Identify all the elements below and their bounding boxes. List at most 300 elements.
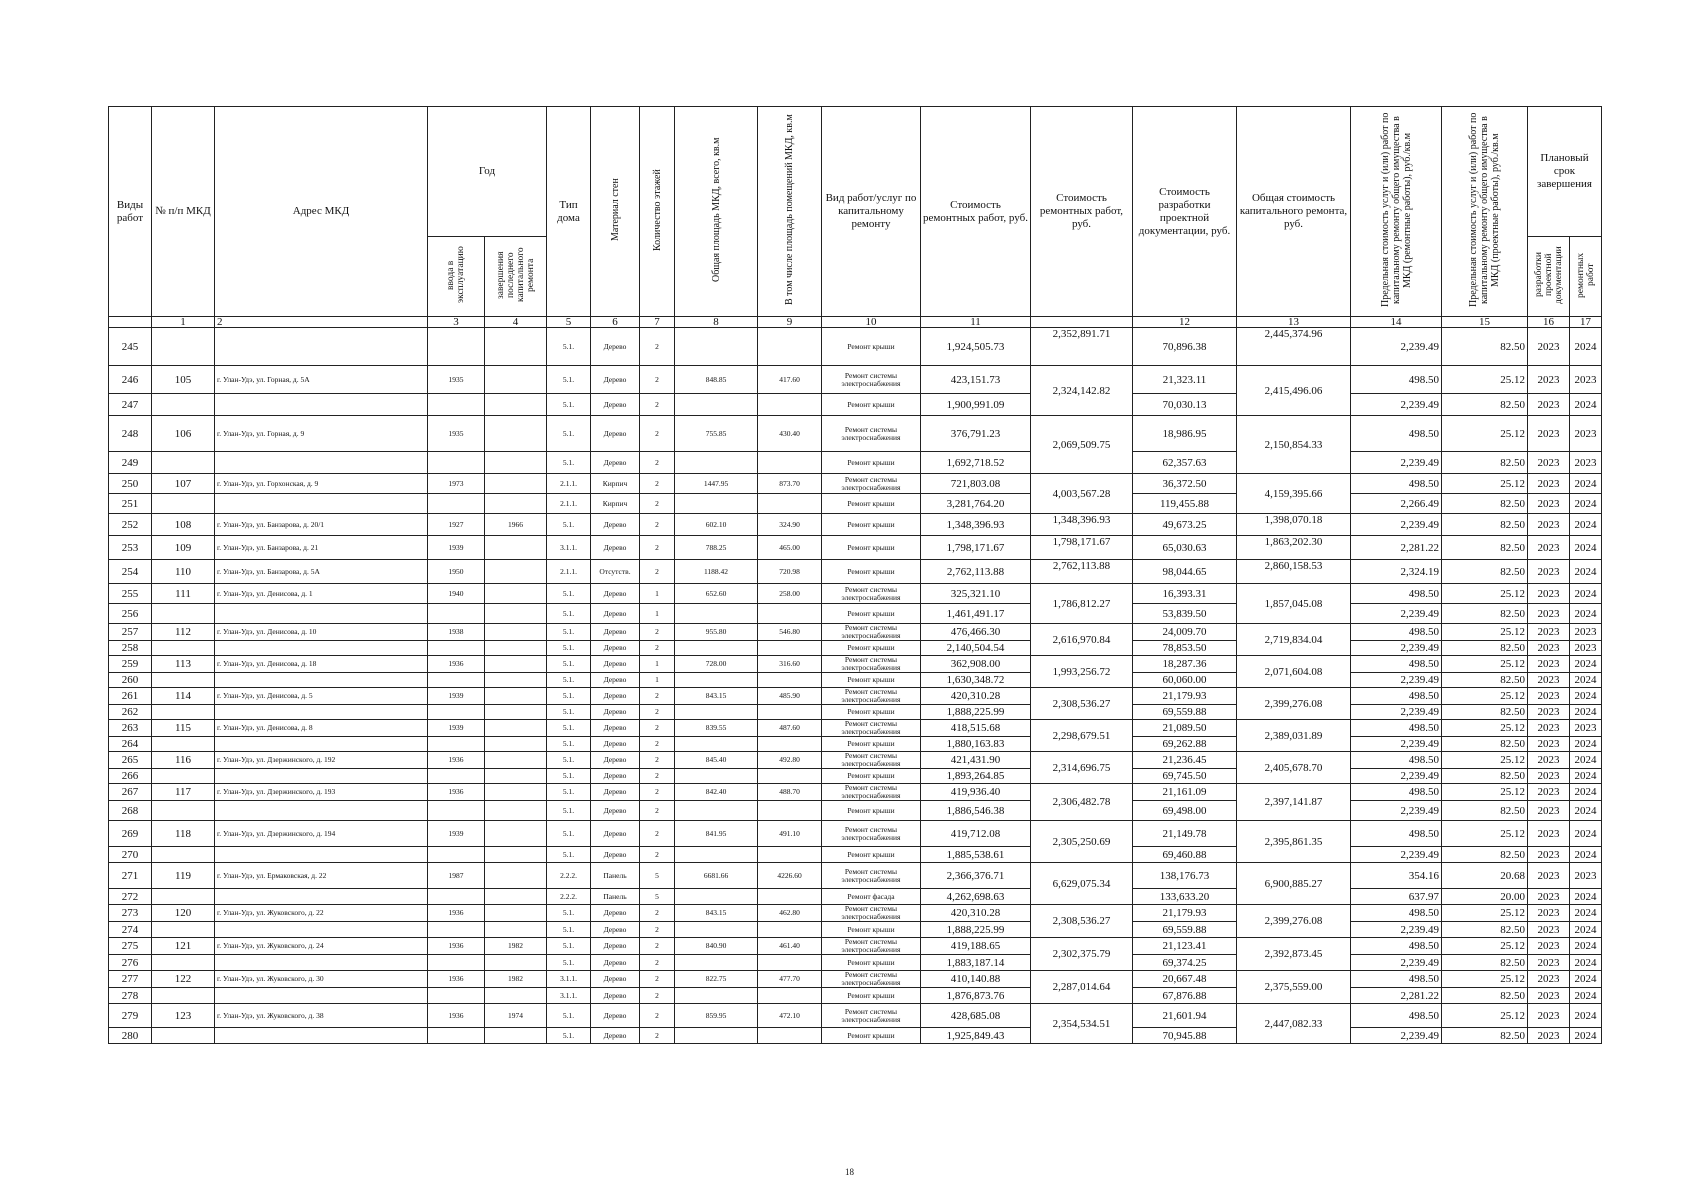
- work-type-cell: Ремонт крыши: [822, 955, 921, 971]
- column-number-cell: [109, 317, 152, 328]
- design-cost-cell: 49,673.25: [1133, 514, 1237, 536]
- table-row: [109, 720, 1602, 737]
- year-built-cell: [428, 769, 485, 784]
- floors-cell: 2: [640, 752, 675, 769]
- limit-design-cell: 82.50: [1442, 737, 1528, 752]
- work-type-cell: Ремонт крыши: [822, 452, 921, 474]
- table-row: [109, 705, 1602, 720]
- floors-cell: 2: [640, 720, 675, 737]
- limit-design-cell: 20.68: [1442, 863, 1528, 889]
- floors-cell: 2: [640, 1004, 675, 1028]
- work-type-cell: Ремонт крыши: [822, 801, 921, 821]
- repair-cost-cell: 1,885,538.61: [921, 847, 1031, 863]
- term-repair-cell: 2024: [1570, 737, 1602, 752]
- work-type-cell: Ремонт крыши: [822, 737, 921, 752]
- year-last-repair-cell: [485, 452, 547, 474]
- total-cost-cell: 2,395,861.35: [1237, 821, 1351, 863]
- table-row: [109, 905, 1602, 922]
- total-cost-cell: 4,159,395.66: [1237, 474, 1351, 514]
- address-cell: [215, 801, 428, 821]
- area-total-cell: 1447.95: [675, 474, 758, 494]
- area-total-cell: [675, 1028, 758, 1044]
- year-built-cell: 1936: [428, 784, 485, 801]
- term-design-cell: 2023: [1528, 988, 1570, 1004]
- table-row: [109, 560, 1602, 584]
- house-type-cell: 5.1.: [547, 769, 591, 784]
- house-type-cell: 3.1.1.: [547, 988, 591, 1004]
- floors-cell: 2: [640, 971, 675, 988]
- area-total-cell: 652.60: [675, 584, 758, 604]
- area-rooms-cell: [758, 737, 822, 752]
- limit-design-cell: 82.50: [1442, 604, 1528, 624]
- year-built-cell: 1950: [428, 560, 485, 584]
- house-number-cell: [152, 452, 215, 474]
- term-design-cell: 2023: [1528, 514, 1570, 536]
- design-cost-cell: 69,374.25: [1133, 955, 1237, 971]
- area-rooms-cell: [758, 988, 822, 1004]
- total-cost-cell: 2,405,678.70: [1237, 752, 1351, 784]
- work-type-cell: Ремонт фасада: [822, 889, 921, 905]
- floors-cell: 1: [640, 584, 675, 604]
- work-kind-cell: 279: [109, 1004, 152, 1028]
- repair-cost-cell: 420,310.28: [921, 905, 1031, 922]
- design-cost-cell: 21,179.93: [1133, 905, 1237, 922]
- repair-cost-cell: 1,883,187.14: [921, 955, 1031, 971]
- repair-cost-cell: 419,188.65: [921, 938, 1031, 955]
- repair-total-cell: 2,302,375.79: [1031, 938, 1133, 971]
- address-cell: [215, 452, 428, 474]
- term-design-cell: 2023: [1528, 922, 1570, 938]
- limit-repair-cell: 498.50: [1351, 1004, 1442, 1028]
- area-rooms-cell: 324.90: [758, 514, 822, 536]
- design-cost-cell: 69,559.88: [1133, 705, 1237, 720]
- term-design-cell: 2023: [1528, 784, 1570, 801]
- wall-material-cell: Дерево: [591, 784, 640, 801]
- work-type-cell: Ремонт системы электроснабжения: [822, 584, 921, 604]
- area-total-cell: 6681.66: [675, 863, 758, 889]
- design-cost-cell: 21,149.78: [1133, 821, 1237, 847]
- header-term: Плановый срок завершения: [1528, 107, 1602, 237]
- year-last-repair-cell: [485, 688, 547, 705]
- header-floors: Количество этажей: [640, 107, 675, 317]
- wall-material-cell: Дерево: [591, 366, 640, 394]
- work-type-cell: Ремонт крыши: [822, 673, 921, 688]
- area-total-cell: [675, 604, 758, 624]
- wall-material-cell: Кирпич: [591, 494, 640, 514]
- area-total-cell: [675, 847, 758, 863]
- work-type-cell: Ремонт системы электроснабжения: [822, 752, 921, 769]
- repair-total-cell: 2,305,250.69: [1031, 821, 1133, 863]
- wall-material-cell: Дерево: [591, 938, 640, 955]
- total-cost-cell: 2,071,604.08: [1237, 656, 1351, 688]
- column-number-cell: 16: [1528, 317, 1570, 328]
- column-number-cell: 15: [1442, 317, 1528, 328]
- house-number-cell: [152, 922, 215, 938]
- house-type-cell: 5.1.: [547, 656, 591, 673]
- address-cell: [215, 988, 428, 1004]
- year-last-repair-cell: [485, 863, 547, 889]
- house-number-cell: 106: [152, 416, 215, 452]
- house-type-cell: 2.2.2.: [547, 889, 591, 905]
- house-type-cell: 5.1.: [547, 922, 591, 938]
- term-repair-cell: 2024: [1570, 784, 1602, 801]
- address-cell: [215, 847, 428, 863]
- area-total-cell: 755.85: [675, 416, 758, 452]
- area-total-cell: [675, 452, 758, 474]
- repair-total-cell: 2,287,014.64: [1031, 971, 1133, 1004]
- wall-material-cell: Дерево: [591, 737, 640, 752]
- year-built-cell: [428, 988, 485, 1004]
- area-total-cell: 841.95: [675, 821, 758, 847]
- header-year: Год: [428, 107, 547, 237]
- house-type-cell: 5.1.: [547, 784, 591, 801]
- work-type-cell: Ремонт системы электроснабжения: [822, 474, 921, 494]
- term-repair-cell: 2024: [1570, 801, 1602, 821]
- header-cost-design: Стоимость разработки проектной документации, руб.: [1133, 107, 1237, 317]
- year-last-repair-cell: [485, 737, 547, 752]
- year-last-repair-cell: [485, 752, 547, 769]
- house-number-cell: [152, 394, 215, 416]
- repair-total-cell: 1,798,171.67: [1031, 536, 1133, 560]
- limit-design-cell: 25.12: [1442, 416, 1528, 452]
- total-cost-cell: 2,399,276.08: [1237, 905, 1351, 938]
- term-design-cell: 2023: [1528, 847, 1570, 863]
- repair-cost-cell: 1,461,491.17: [921, 604, 1031, 624]
- year-built-cell: [428, 801, 485, 821]
- house-type-cell: 5.1.: [547, 688, 591, 705]
- repair-cost-cell: 421,431.90: [921, 752, 1031, 769]
- house-type-cell: 5.1.: [547, 955, 591, 971]
- area-rooms-cell: 488.70: [758, 784, 822, 801]
- year-last-repair-cell: [485, 801, 547, 821]
- year-built-cell: [428, 1028, 485, 1044]
- column-number-cell: 13: [1237, 317, 1351, 328]
- design-cost-cell: 138,176.73: [1133, 863, 1237, 889]
- limit-design-cell: 82.50: [1442, 560, 1528, 584]
- wall-material-cell: Дерево: [591, 673, 640, 688]
- term-repair-cell: 2024: [1570, 769, 1602, 784]
- house-number-cell: [152, 847, 215, 863]
- limit-repair-cell: 498.50: [1351, 905, 1442, 922]
- repair-cost-cell: 476,466.30: [921, 624, 1031, 641]
- area-rooms-cell: 258.00: [758, 584, 822, 604]
- area-total-cell: 728.00: [675, 656, 758, 673]
- term-repair-cell: 2024: [1570, 847, 1602, 863]
- design-cost-cell: 21,089.50: [1133, 720, 1237, 737]
- design-cost-cell: 69,262.88: [1133, 737, 1237, 752]
- term-design-cell: 2023: [1528, 656, 1570, 673]
- house-number-cell: [152, 801, 215, 821]
- column-numbers-row: [109, 317, 1602, 328]
- house-number-cell: 105: [152, 366, 215, 394]
- limit-design-cell: 25.12: [1442, 474, 1528, 494]
- repair-cost-cell: 1,630,348.72: [921, 673, 1031, 688]
- total-cost-cell: 2,397,141.87: [1237, 784, 1351, 821]
- year-built-cell: 1939: [428, 536, 485, 560]
- area-total-cell: [675, 705, 758, 720]
- term-repair-cell: 2024: [1570, 955, 1602, 971]
- design-cost-cell: 21,161.09: [1133, 784, 1237, 801]
- work-kind-cell: 275: [109, 938, 152, 955]
- wall-material-cell: Дерево: [591, 641, 640, 656]
- repair-cost-cell: 1,876,873.76: [921, 988, 1031, 1004]
- work-kind-cell: 259: [109, 656, 152, 673]
- floors-cell: 2: [640, 536, 675, 560]
- term-design-cell: 2023: [1528, 641, 1570, 656]
- work-kind-cell: 260: [109, 673, 152, 688]
- term-repair-cell: 2023: [1570, 863, 1602, 889]
- work-type-cell: Ремонт системы электроснабжения: [822, 720, 921, 737]
- total-cost-cell: 1,857,045.08: [1237, 584, 1351, 624]
- house-number-cell: [152, 737, 215, 752]
- limit-design-cell: 82.50: [1442, 536, 1528, 560]
- limit-repair-cell: 2,239.49: [1351, 673, 1442, 688]
- wall-material-cell: Дерево: [591, 905, 640, 922]
- year-last-repair-cell: [485, 328, 547, 366]
- limit-repair-cell: 498.50: [1351, 720, 1442, 737]
- repair-cost-cell: 2,366,376.71: [921, 863, 1031, 889]
- term-repair-cell: 2024: [1570, 922, 1602, 938]
- address-cell: [215, 673, 428, 688]
- year-last-repair-cell: [485, 366, 547, 394]
- address-cell: г. Улан-Удэ, ул. Горхонская, д. 9: [215, 474, 428, 494]
- table-row: [109, 784, 1602, 801]
- area-rooms-cell: [758, 604, 822, 624]
- wall-material-cell: Дерево: [591, 769, 640, 784]
- address-cell: г. Улан-Удэ, ул. Денисова, д. 8: [215, 720, 428, 737]
- limit-design-cell: 25.12: [1442, 656, 1528, 673]
- limit-design-cell: 82.50: [1442, 1028, 1528, 1044]
- term-design-cell: 2023: [1528, 494, 1570, 514]
- term-repair-cell: 2024: [1570, 494, 1602, 514]
- limit-repair-cell: 2,239.49: [1351, 514, 1442, 536]
- header-type: Тип дома: [547, 107, 591, 317]
- house-number-cell: 118: [152, 821, 215, 847]
- repair-cost-cell: 1,888,225.99: [921, 922, 1031, 938]
- limit-design-cell: 25.12: [1442, 784, 1528, 801]
- area-total-cell: [675, 801, 758, 821]
- house-type-cell: 5.1.: [547, 604, 591, 624]
- area-rooms-cell: 477.70: [758, 971, 822, 988]
- column-number-cell: 5: [547, 317, 591, 328]
- floors-cell: 2: [640, 394, 675, 416]
- limit-repair-cell: 2,239.49: [1351, 394, 1442, 416]
- work-type-cell: Ремонт крыши: [822, 922, 921, 938]
- floors-cell: 1: [640, 656, 675, 673]
- design-cost-cell: 69,745.50: [1133, 769, 1237, 784]
- table-row: [109, 863, 1602, 889]
- table-row: [109, 801, 1602, 821]
- work-type-cell: Ремонт системы электроснабжения: [822, 905, 921, 922]
- area-total-cell: [675, 328, 758, 366]
- work-type-cell: Ремонт системы электроснабжения: [822, 863, 921, 889]
- column-number-cell: 10: [822, 317, 921, 328]
- limit-design-cell: 25.12: [1442, 938, 1528, 955]
- term-design-cell: 2023: [1528, 688, 1570, 705]
- header-term-design: разработки проектной документации: [1528, 237, 1570, 317]
- term-design-cell: 2023: [1528, 752, 1570, 769]
- table-row: [109, 604, 1602, 624]
- design-cost-cell: 119,455.88: [1133, 494, 1237, 514]
- address-cell: [215, 769, 428, 784]
- term-design-cell: 2023: [1528, 416, 1570, 452]
- work-kind-cell: 246: [109, 366, 152, 394]
- year-built-cell: 1936: [428, 1004, 485, 1028]
- table-row: [109, 416, 1602, 452]
- term-repair-cell: 2024: [1570, 971, 1602, 988]
- area-rooms-cell: 316.60: [758, 656, 822, 673]
- repair-total-cell: 1,348,396.93: [1031, 514, 1133, 536]
- total-cost-cell: 2,415,496.06: [1237, 366, 1351, 416]
- area-rooms-cell: [758, 801, 822, 821]
- term-design-cell: 2023: [1528, 366, 1570, 394]
- year-built-cell: [428, 705, 485, 720]
- house-type-cell: 5.1.: [547, 584, 591, 604]
- floors-cell: 2: [640, 416, 675, 452]
- term-repair-cell: 2024: [1570, 656, 1602, 673]
- design-cost-cell: 65,030.63: [1133, 536, 1237, 560]
- total-cost-cell: 6,900,885.27: [1237, 863, 1351, 905]
- table-row: [109, 394, 1602, 416]
- area-total-cell: 843.15: [675, 905, 758, 922]
- house-number-cell: [152, 705, 215, 720]
- limit-repair-cell: 498.50: [1351, 584, 1442, 604]
- year-last-repair-cell: [485, 705, 547, 720]
- repair-cost-cell: 428,685.08: [921, 1004, 1031, 1028]
- work-kind-cell: 264: [109, 737, 152, 752]
- limit-design-cell: 25.12: [1442, 752, 1528, 769]
- house-number-cell: 117: [152, 784, 215, 801]
- term-repair-cell: 2024: [1570, 474, 1602, 494]
- repair-cost-cell: 2,140,504.54: [921, 641, 1031, 656]
- address-cell: г. Улан-Удэ, ул. Денисова, д. 1: [215, 584, 428, 604]
- term-design-cell: 2023: [1528, 769, 1570, 784]
- address-cell: г. Улан-Удэ, ул. Дзержинского, д. 192: [215, 752, 428, 769]
- year-built-cell: [428, 494, 485, 514]
- area-rooms-cell: 465.00: [758, 536, 822, 560]
- limit-repair-cell: 2,239.49: [1351, 328, 1442, 366]
- year-last-repair-cell: [485, 673, 547, 688]
- house-type-cell: 5.1.: [547, 624, 591, 641]
- year-built-cell: 1987: [428, 863, 485, 889]
- design-cost-cell: 69,460.88: [1133, 847, 1237, 863]
- term-repair-cell: 2024: [1570, 889, 1602, 905]
- design-cost-cell: 60,060.00: [1133, 673, 1237, 688]
- limit-design-cell: 82.50: [1442, 769, 1528, 784]
- area-total-cell: 859.95: [675, 1004, 758, 1028]
- repair-total-cell: 4,003,567.28: [1031, 474, 1133, 514]
- area-total-cell: [675, 673, 758, 688]
- limit-repair-cell: 498.50: [1351, 416, 1442, 452]
- floors-cell: 2: [640, 474, 675, 494]
- term-repair-cell: 2024: [1570, 988, 1602, 1004]
- work-type-cell: Ремонт крыши: [822, 769, 921, 784]
- house-type-cell: 5.1.: [547, 328, 591, 366]
- header-cost-repair-total: Стоимость ремонтных работ, руб.: [1031, 107, 1133, 317]
- wall-material-cell: Дерево: [591, 688, 640, 705]
- house-number-cell: 112: [152, 624, 215, 641]
- house-type-cell: 5.1.: [547, 416, 591, 452]
- year-last-repair-cell: [485, 889, 547, 905]
- work-type-cell: Ремонт системы электроснабжения: [822, 1004, 921, 1028]
- wall-material-cell: Дерево: [591, 1004, 640, 1028]
- limit-design-cell: 25.12: [1442, 688, 1528, 705]
- area-rooms-cell: 4226.60: [758, 863, 822, 889]
- table-row: [109, 452, 1602, 474]
- work-type-cell: Ремонт системы электроснабжения: [822, 688, 921, 705]
- work-kind-cell: 268: [109, 801, 152, 821]
- area-rooms-cell: [758, 641, 822, 656]
- repair-total-cell: 2,616,970.84: [1031, 624, 1133, 656]
- repair-total-cell: 2,762,113.88: [1031, 560, 1133, 584]
- term-design-cell: 2023: [1528, 1004, 1570, 1028]
- house-type-cell: 5.1.: [547, 737, 591, 752]
- total-cost-cell: 2,375,559.00: [1237, 971, 1351, 1004]
- table-row: [109, 688, 1602, 705]
- design-cost-cell: 21,236.45: [1133, 752, 1237, 769]
- address-cell: [215, 922, 428, 938]
- limit-repair-cell: 498.50: [1351, 752, 1442, 769]
- table-row: [109, 514, 1602, 536]
- repair-cost-cell: 420,310.28: [921, 688, 1031, 705]
- house-type-cell: 5.1.: [547, 514, 591, 536]
- total-cost-cell: 2,392,873.45: [1237, 938, 1351, 971]
- limit-repair-cell: 2,239.49: [1351, 705, 1442, 720]
- area-total-cell: 845.40: [675, 752, 758, 769]
- year-last-repair-cell: [485, 905, 547, 922]
- house-number-cell: 114: [152, 688, 215, 705]
- floors-cell: 2: [640, 905, 675, 922]
- header-limit-design: Предельная стоимость услуг и (или) работ по капитальному ремонту общего имущества в МКД (проектные работы), руб./кв.м: [1442, 107, 1528, 317]
- limit-repair-cell: 498.50: [1351, 366, 1442, 394]
- house-type-cell: 5.1.: [547, 1004, 591, 1028]
- table-row: [109, 1004, 1602, 1028]
- repair-cost-cell: 362,908.00: [921, 656, 1031, 673]
- address-cell: [215, 604, 428, 624]
- design-cost-cell: 69,498.00: [1133, 801, 1237, 821]
- work-type-cell: Ремонт крыши: [822, 988, 921, 1004]
- design-cost-cell: 70,030.13: [1133, 394, 1237, 416]
- year-built-cell: 1939: [428, 821, 485, 847]
- design-cost-cell: 53,839.50: [1133, 604, 1237, 624]
- limit-repair-cell: 2,239.49: [1351, 769, 1442, 784]
- house-type-cell: 5.1.: [547, 847, 591, 863]
- design-cost-cell: 21,123.41: [1133, 938, 1237, 955]
- design-cost-cell: 18,986.95: [1133, 416, 1237, 452]
- work-type-cell: Ремонт системы электроснабжения: [822, 416, 921, 452]
- house-type-cell: 2.1.1.: [547, 560, 591, 584]
- wall-material-cell: Дерево: [591, 656, 640, 673]
- table-row: [109, 1028, 1602, 1044]
- area-rooms-cell: 430.40: [758, 416, 822, 452]
- area-total-cell: 602.10: [675, 514, 758, 536]
- area-total-cell: 788.25: [675, 536, 758, 560]
- work-kind-cell: 266: [109, 769, 152, 784]
- work-type-cell: Ремонт крыши: [822, 536, 921, 560]
- limit-design-cell: 25.12: [1442, 720, 1528, 737]
- house-type-cell: 5.1.: [547, 366, 591, 394]
- area-rooms-cell: [758, 847, 822, 863]
- repair-cost-cell: 419,936.40: [921, 784, 1031, 801]
- address-cell: г. Улан-Удэ, ул. Банзарова, д. 20/1: [215, 514, 428, 536]
- table-body: [109, 328, 1602, 1044]
- floors-cell: 2: [640, 494, 675, 514]
- floors-cell: 2: [640, 705, 675, 720]
- year-last-repair-cell: [485, 474, 547, 494]
- address-cell: г. Улан-Удэ, ул. Банзарова, д. 5А: [215, 560, 428, 584]
- area-rooms-cell: [758, 328, 822, 366]
- term-design-cell: 2023: [1528, 938, 1570, 955]
